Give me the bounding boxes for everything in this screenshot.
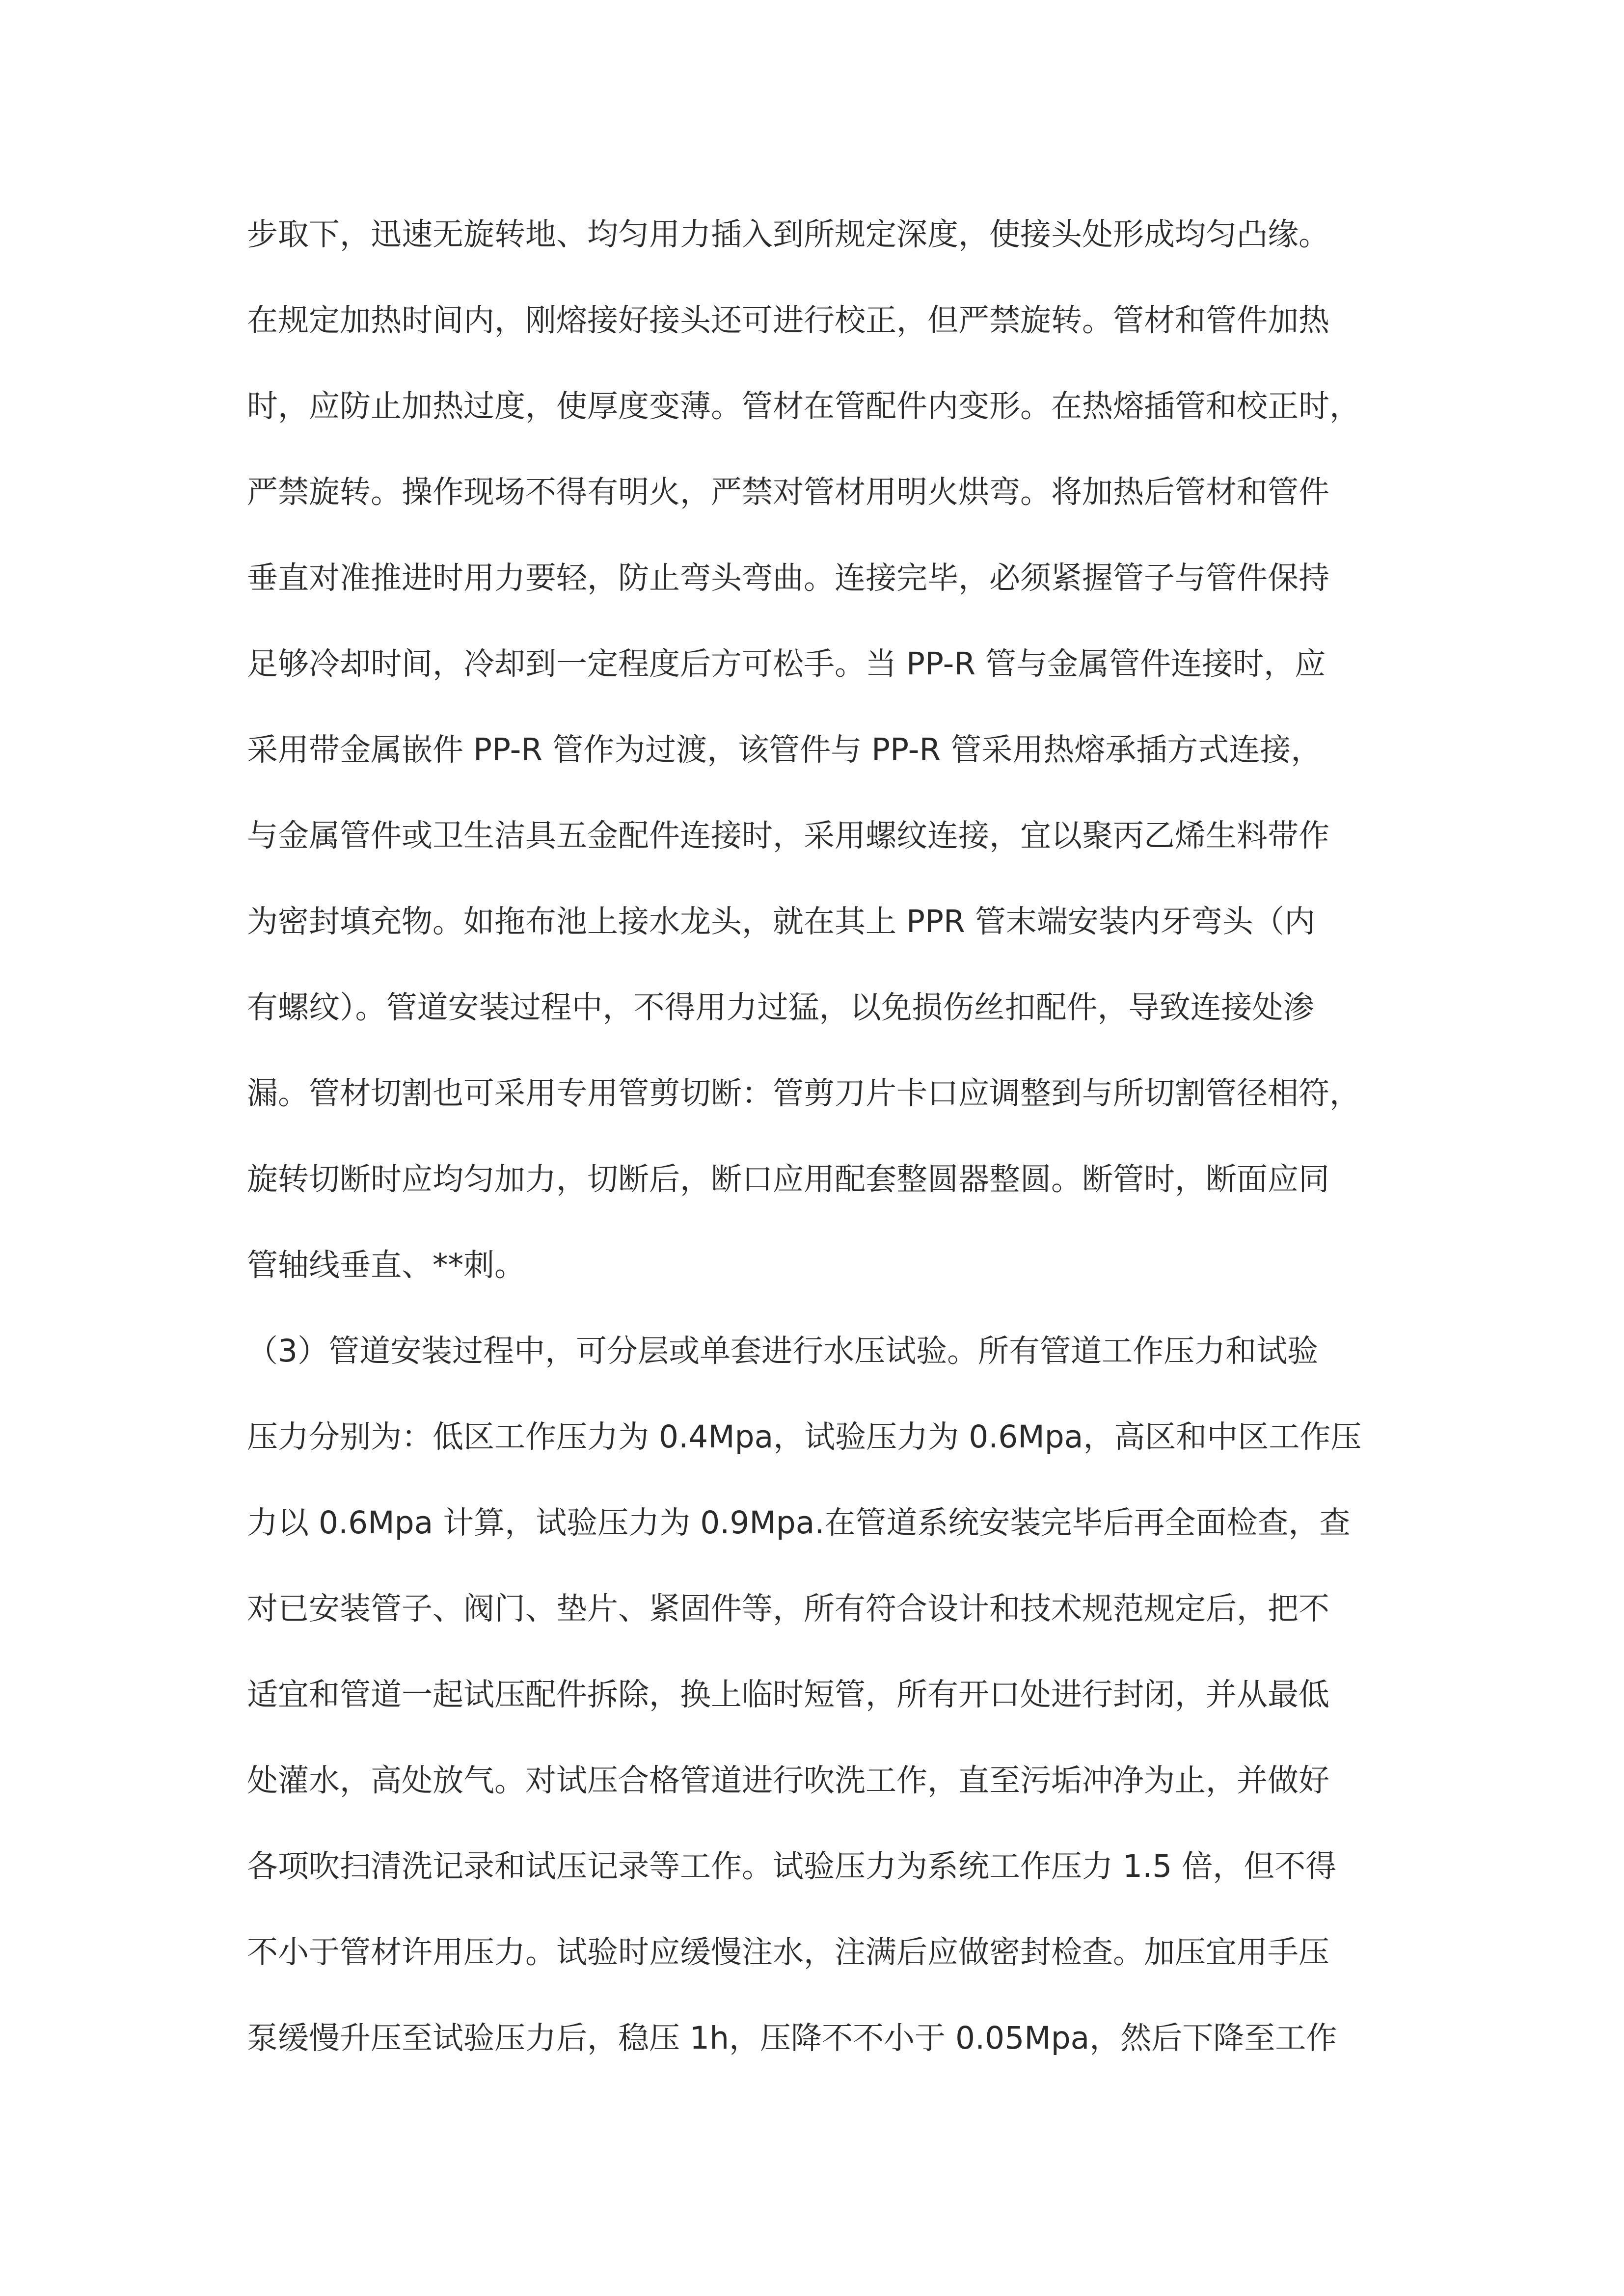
text-line: 步取下，迅速无旋转地、均匀用力插入到所规定深度，使接头处形成均匀凸缘。 xyxy=(247,216,1329,252)
text-line: 泵缓慢升压至试验压力后，稳压 1h，压降不不小于 0.05Mpa，然后下降至工作 xyxy=(247,2020,1337,2056)
text-line: 漏。管材切割也可采用专用管剪切断：管剪刀片卡口应调整到与所切割管径相符， xyxy=(247,1075,1360,1111)
text-line: （3）管道安装过程中，可分层或单套进行水压试验。所有管道工作压力和试验 xyxy=(247,1333,1319,1369)
text-line: 在规定加热时间内，刚熔接好接头还可进行校正，但严禁旋转。管材和管件加热 xyxy=(247,302,1329,338)
text-line: 压力分别为：低区工作压力为 0.4Mpa，试验压力为 0.6Mpa，高区和中区工作压 xyxy=(247,1419,1362,1455)
text-line: 各项吹扫清洗记录和试压记录等工作。试验压力为系统工作压力 1.5 倍，但不得 xyxy=(247,1848,1337,1884)
text-line: 有螺纹）。管道安装过程中，不得用力过猛，以免损伤丝扣配件，导致连接处渗 xyxy=(247,989,1314,1025)
document-body xyxy=(247,191,1391,2081)
text-line: 垂直对准推进时用力要轻，防止弯头弯曲。连接完毕，必须紧握管子与管件保持 xyxy=(247,560,1329,596)
text-line: 旋转切断时应均匀加力，切断后，断口应用配套整圆器整圆。断管时，断面应同 xyxy=(247,1161,1329,1197)
text-line: 管轴线垂直、**刺。 xyxy=(247,1247,525,1283)
text-line: 足够冷却时间，冷却到一定程度后方可松手。当 PP-R 管与金属管件连接时，应 xyxy=(247,646,1326,682)
text-line: 与金属管件或卫生洁具五金配件连接时，采用螺纹连接，宜以聚丙乙烯生料带作 xyxy=(247,818,1329,854)
text-line: 力以 0.6Mpa 计算，试验压力为 0.9Mpa.在管道系统安装完毕后再全面检查，查 xyxy=(247,1505,1351,1541)
text-line: 采用带金属嵌件 PP-R 管作为过渡，该管件与 PP-R 管采用热熔承插方式连接， xyxy=(247,732,1322,768)
text-line: 对已安装管子、阀门、垫片、紧固件等，所有符合设计和技术规范规定后，把不 xyxy=(247,1591,1329,1627)
text-line: 适宜和管道一起试压配件拆除，换上临时短管，所有开口处进行封闭，并从最低 xyxy=(247,1677,1329,1712)
text-line: 为密封填充物。如拖布池上接水龙头，就在其上 PPR 管末端安装内牙弯头（内 xyxy=(247,904,1315,939)
text-line: 时，应防止加热过度，使厚度变薄。管材在管配件内变形。在热熔插管和校正时， xyxy=(247,388,1360,424)
text-line: 不小于管材许用压力。试验时应缓慢注水，注满后应做密封检查。加压宜用手压 xyxy=(247,1934,1329,1970)
text-line: 严禁旋转。操作现场不得有明火，严禁对管材用明火烘弯。将加热后管材和管件 xyxy=(247,474,1329,510)
text-line: 处灌水，高处放气。对试压合格管道进行吹洗工作，直至污垢冲净为止，并做好 xyxy=(247,1762,1329,1798)
